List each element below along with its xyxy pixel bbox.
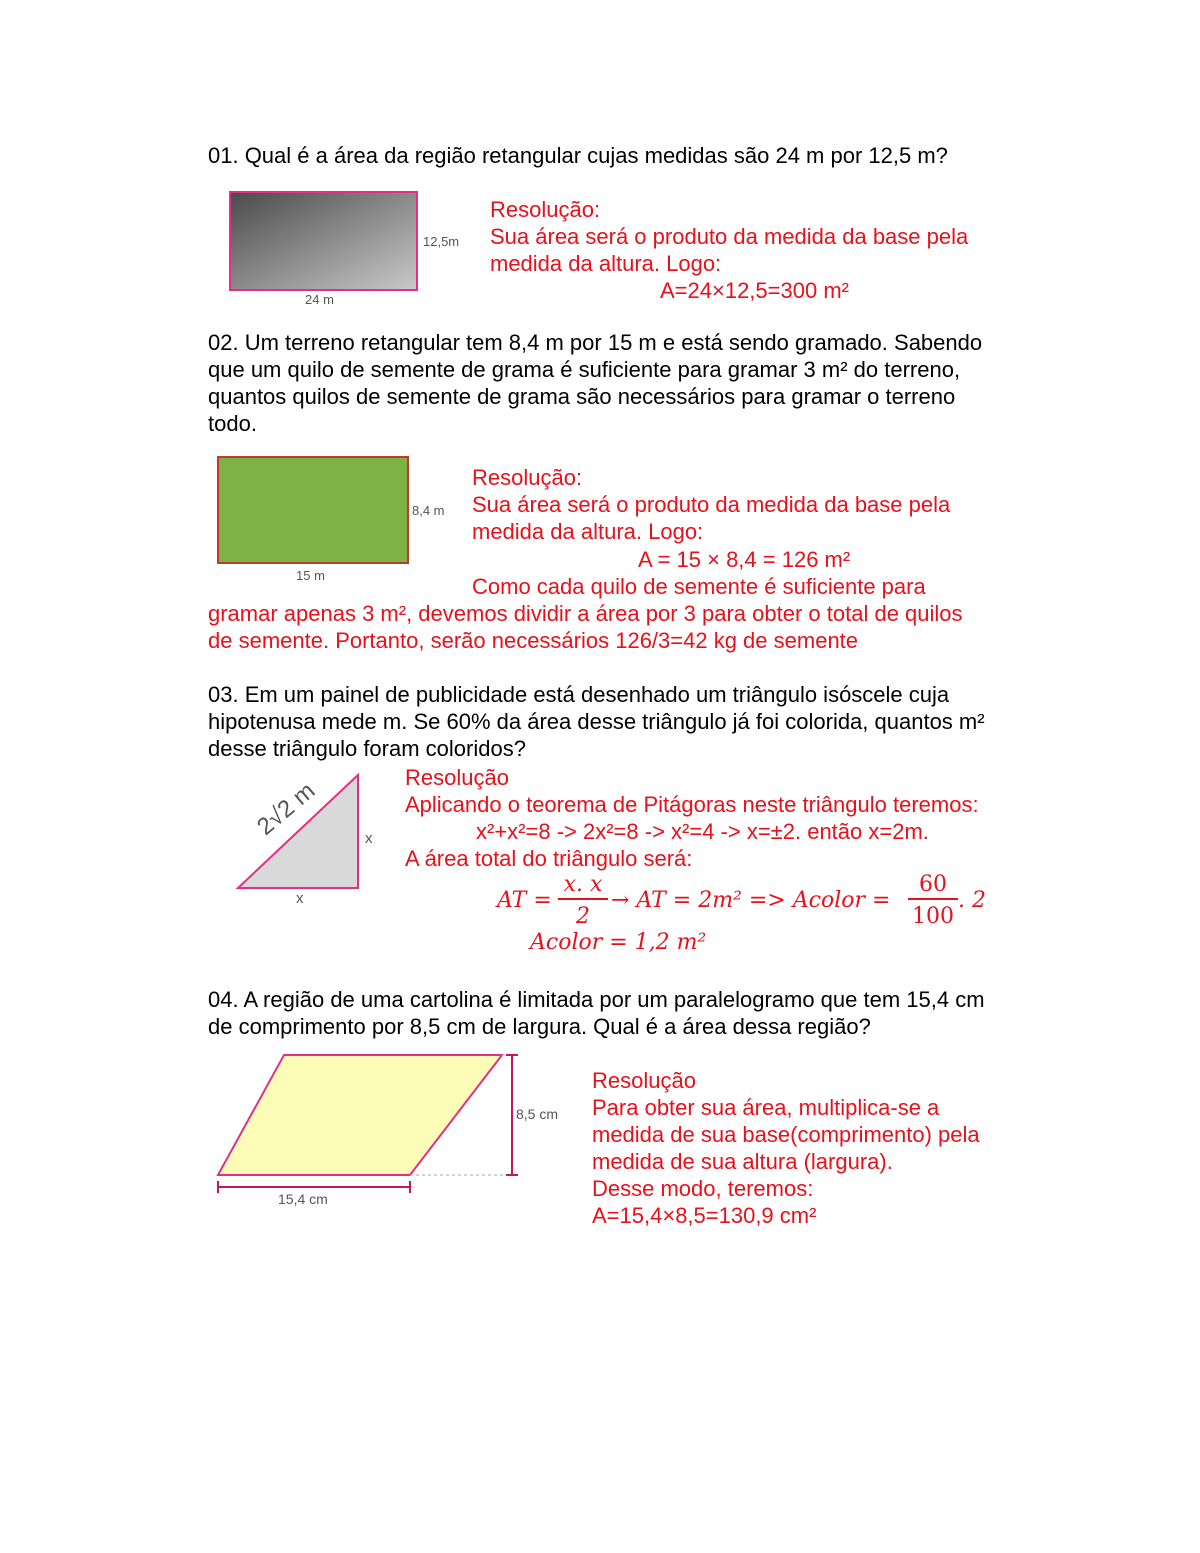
resolution-title-q4: Resolução bbox=[592, 1068, 696, 1093]
question-2-line-2: que um quilo de semente de grama é suficiente para gramar 3 m² do terreno, bbox=[208, 357, 961, 382]
side-label-q3: x bbox=[365, 830, 373, 847]
resolution-line-q2-2: medida da altura. Logo: bbox=[472, 519, 704, 544]
parallelogram-figure-q4 bbox=[218, 1055, 502, 1175]
resolution-line-q3-3: A área total do triângulo será: bbox=[405, 846, 693, 871]
resolution-line-q4-4: Desse modo, teremos: bbox=[592, 1176, 814, 1201]
height-label-q4: 8,5 cm bbox=[516, 1106, 559, 1122]
resolution-title-q1: Resolução: bbox=[490, 197, 601, 222]
question-3 bbox=[208, 681, 1034, 762]
resolution-title-q3: Resolução bbox=[405, 765, 509, 790]
question-2-line-3: quantos quilos de semente de grama são necessários para gramar o terreno bbox=[208, 384, 956, 409]
base-label-q3: x bbox=[296, 890, 304, 907]
height-label-q2: 8,4 m bbox=[412, 503, 445, 518]
question-3-line-2: hipotenusa mede m. Se 60% da área desse triângulo já foi colorida, quantos m² bbox=[208, 709, 985, 734]
base-label-q4: 15,4 cm bbox=[278, 1191, 328, 1207]
resolution-formula-q1: A=24×12,5=300 m² bbox=[660, 278, 849, 303]
height-label-q1: 12,5m bbox=[423, 234, 460, 249]
question-1: 01. Qual é a área da região retangular cujas medidas são 24 m por 12,5 m? bbox=[208, 143, 948, 168]
rectangle-figure-q2 bbox=[218, 457, 408, 563]
resolution-line-q4-3: medida de sua altura (largura). bbox=[592, 1149, 893, 1174]
equation-at: AT = bbox=[497, 888, 552, 913]
question-3-line-1: 03. Em um painel de publicidade está desenhado um triângulo isóscele cuja bbox=[208, 682, 950, 707]
base-label-q1: 24 m bbox=[305, 292, 334, 307]
resolution-line-q2-1: Sua área será o produto da medida da base pela bbox=[472, 492, 951, 517]
question-2 bbox=[208, 329, 1034, 437]
equation-denominator: 2 bbox=[576, 904, 590, 929]
question-2-line-4: todo. bbox=[208, 411, 257, 436]
resolution-line-q2-5: de semente. Portanto, serão necessários 126/3=42 kg de semente bbox=[208, 628, 859, 653]
resolution-formula-q4: A=15,4×8,5=130,9 cm² bbox=[592, 1203, 817, 1228]
equation-numerator-2: 60 bbox=[908, 872, 958, 900]
rectangle-figure-q1 bbox=[230, 192, 417, 290]
resolution-formula-q2: A = 15 × 8,4 = 126 m² bbox=[638, 547, 851, 572]
resolution-line-q3-1: Aplicando o teorema de Pitágoras neste triângulo teremos: bbox=[405, 792, 979, 817]
question-4 bbox=[208, 986, 1034, 1040]
resolution-line-q2-3: Como cada quilo de semente é suficiente para bbox=[472, 574, 926, 599]
question-4-line-2: de comprimento por 8,5 cm de largura. Qual é a área dessa região? bbox=[208, 1014, 871, 1039]
resolution-line-q4-2: medida de sua base(comprimento) pela bbox=[592, 1122, 980, 1147]
equation-denominator-2: 100 bbox=[912, 904, 954, 929]
resolution-line-q2-4: gramar apenas 3 m², devemos dividir a área por 3 para obter o total de quilos bbox=[208, 601, 963, 626]
resolution-title-q2: Resolução: bbox=[472, 465, 583, 490]
base-label-q2: 15 m bbox=[296, 568, 325, 583]
question-3-line-3: desse triângulo foram coloridos? bbox=[208, 736, 526, 761]
resolution-line-q4-1: Para obter sua área, multiplica-se a bbox=[592, 1095, 940, 1120]
resolution-line-q1-1: Sua área será o produto da medida da base pela bbox=[490, 224, 969, 249]
hypotenuse-label-q3: 2√2 m bbox=[252, 777, 321, 841]
equation-middle: → AT = 2m² => Acolor = bbox=[611, 888, 891, 913]
resolution-line-q3-2: x²+x²=8 -> 2x²=8 -> x²=4 -> x=±2. então x=2m. bbox=[476, 819, 929, 844]
equation-tail: . 2 bbox=[958, 888, 986, 913]
equation-result: Acolor = 1,2 m² bbox=[530, 930, 707, 955]
equation-numerator: x. x bbox=[558, 872, 608, 900]
resolution-line-q1-2: medida da altura. Logo: bbox=[490, 251, 722, 276]
question-4-line-1: 04. A região de uma cartolina é limitada por um paralelogramo que tem 15,4 cm bbox=[208, 987, 985, 1012]
question-2-line-1: 02. Um terreno retangular tem 8,4 m por 15 m e está sendo gramado. Sabendo bbox=[208, 330, 983, 355]
